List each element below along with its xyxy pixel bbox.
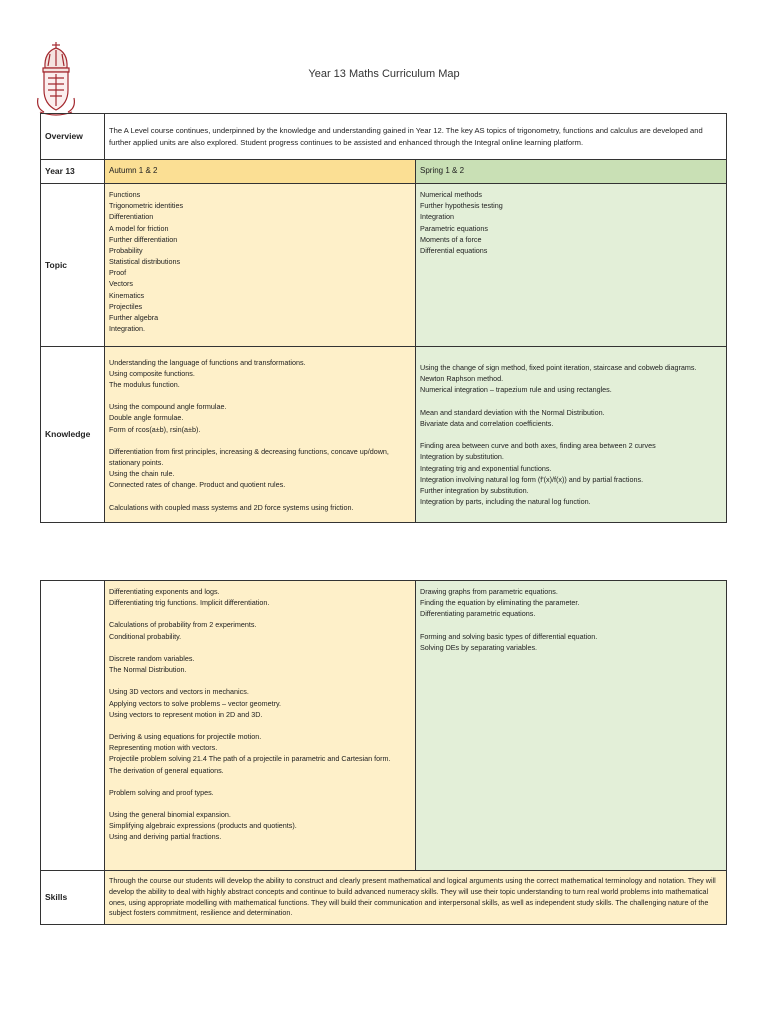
list-item: Numerical methods [420, 190, 482, 200]
list-item: Integrating trig and exponential functions. [420, 463, 552, 473]
list-item [109, 390, 411, 401]
list-item [420, 429, 722, 440]
list-item: Calculations of probability from 2 experiments. [109, 620, 257, 630]
list-item: Differentiating parametric equations. [420, 609, 536, 619]
list-item: Integration involving natural log form (f'(x)/f(x)) and by partial fractions. [420, 474, 644, 484]
list-item: Forming and solving basic types of differential equation. [420, 631, 598, 641]
list-item: Newton Raphson method. [420, 374, 504, 384]
list-item: Connected rates of change. Product and quotient rules. [109, 480, 286, 490]
list-item: Form of rcos(a±b), rsin(a±b). [109, 424, 201, 434]
list-item: Functions [109, 190, 141, 200]
list-item: Kinematics [109, 290, 145, 300]
list-item [109, 608, 411, 619]
list-item: Integration by substitution. [420, 452, 504, 462]
list-item: Statistical distributions [109, 257, 181, 267]
list-item [420, 619, 722, 630]
list-item: Double angle formulae. [109, 413, 184, 423]
list-item: Differentiating exponents and logs. [109, 587, 220, 596]
list-item: Using the general binomial expansion. [109, 810, 231, 820]
list-item: The modulus function. [109, 379, 180, 389]
list-item: Discrete random variables. [109, 653, 195, 663]
knowledge-spring-list [416, 347, 727, 523]
curriculum-table-bottom [40, 580, 727, 925]
list-item: Integration [420, 212, 454, 222]
list-item: Conditional probability. [109, 631, 182, 641]
list-item: Vectors [109, 279, 133, 289]
list-item: Proof [109, 268, 127, 278]
list-item: Differentiating trig functions. Implicit differentiation. [109, 598, 270, 608]
list-item: Integration. [109, 324, 145, 334]
list-item: Using the compound angle formulae. [109, 402, 227, 412]
list-item [109, 490, 411, 501]
list-item: Differentiation [109, 212, 154, 222]
list-item: Moments of a force [420, 234, 482, 244]
list-item: Parametric equations [420, 223, 488, 233]
list-item: Finding area between curve and both axes, finding area between 2 curves [420, 441, 656, 451]
list-item [109, 642, 411, 653]
list-item: Further integration by substitution. [420, 485, 529, 495]
topic-autumn-list [105, 184, 416, 347]
list-item: Integration by parts, including the natural log function. [420, 497, 591, 507]
overview-label: Overview [41, 114, 105, 160]
list-item: Simplifying algebraic expressions (products and quotients). [109, 821, 297, 831]
list-item: Representing motion with vectors. [109, 743, 218, 753]
list-item: Projectiles [109, 301, 143, 311]
skills-label: Skills [41, 871, 105, 925]
list-item [109, 798, 411, 809]
list-item: A model for friction [109, 223, 169, 233]
list-item: Applying vectors to solve problems – vector geometry. [109, 698, 282, 708]
list-item [109, 720, 411, 731]
list-item: The derivation of general equations. [109, 765, 224, 775]
list-item: Bivariate data and correlation coefficients. [420, 418, 554, 428]
list-item: Further hypothesis testing [420, 201, 503, 211]
list-item [420, 396, 722, 407]
topic-label: Topic [41, 184, 105, 347]
list-item: Using the chain rule. [109, 469, 175, 479]
list-item: The Normal Distribution. [109, 665, 187, 675]
page-title: Year 13 Maths Curriculum Map [308, 68, 460, 80]
list-item: Differential equations [420, 245, 488, 255]
list-item: Using and deriving partial fractions. [109, 832, 222, 842]
topic-spring-list [416, 184, 727, 347]
list-item: Further algebra [109, 312, 159, 322]
curriculum-table-top [40, 113, 727, 523]
list-item: Finding the equation by eliminating the parameter. [420, 598, 580, 608]
list-item: Trigonometric identities [109, 201, 184, 211]
knowledge-autumn-list [105, 347, 416, 523]
list-item: Deriving & using equations for projectile motion. [109, 732, 262, 742]
list-item: Projectile problem solving 21.4 The path of a projectile in parametric and Cartesian form. [109, 754, 391, 764]
spring-header: Spring 1 & 2 [416, 160, 727, 184]
autumn-header: Autumn 1 & 2 [105, 160, 416, 184]
year-label: Year 13 [41, 160, 105, 184]
skills-text: Through the course our students will develop the ability to construct and clearly present mathematical and logical arguments using the correct mathematical terminology and notation. They will develop the ability to deal with highly abstract concepts and continue to build advanced numeracy skills. They will use their topic understanding to turn real world problems into mathematical ones, using appropriate modelling with mathematical functions. They will build their communication and interpersonal skills, as well as independent study skills. The challenging nature of the subject fosters commitment, resilience and determination. [105, 871, 727, 925]
list-item: Understanding the language of functions and transformations. [109, 357, 306, 367]
list-item: Probability [109, 245, 143, 255]
list-item: Problem solving and proof types. [109, 787, 214, 797]
list-item: Differentiation from first principles, increasing & decreasing functions, concave up/down, stationary points. [109, 446, 391, 467]
list-item: Using 3D vectors and vectors in mechanics. [109, 687, 249, 697]
list-item [109, 776, 411, 787]
continued-autumn-list [105, 581, 416, 871]
list-item: Calculations with coupled mass systems and 2D force systems using friction. [109, 502, 354, 512]
list-item [109, 435, 411, 446]
overview-text: The A Level course continues, underpinned by the knowledge and understanding gained in Year 12. The key AS topics of trigonometry, functions and calculus are developed and further applied units are also explored. Student progress continues to be assisted and enhanced through the Integral online learning platform. [105, 114, 727, 160]
list-item [109, 675, 411, 686]
continued-label [41, 581, 105, 871]
knowledge-label: Knowledge [41, 347, 105, 523]
list-item: Using composite functions. [109, 368, 195, 378]
list-item: Further differentiation [109, 234, 178, 244]
list-item: Numerical integration – trapezium rule and using rectangles. [420, 385, 612, 395]
continued-spring-list [416, 581, 727, 871]
list-item: Using the change of sign method, fixed point iteration, staircase and cobweb diagrams. [420, 363, 697, 373]
list-item: Mean and standard deviation with the Normal Distribution. [420, 407, 605, 417]
list-item: Using vectors to represent motion in 2D and 3D. [109, 709, 263, 719]
list-item: Drawing graphs from parametric equations. [420, 587, 558, 596]
list-item: Solving DEs by separating variables. [420, 642, 538, 652]
